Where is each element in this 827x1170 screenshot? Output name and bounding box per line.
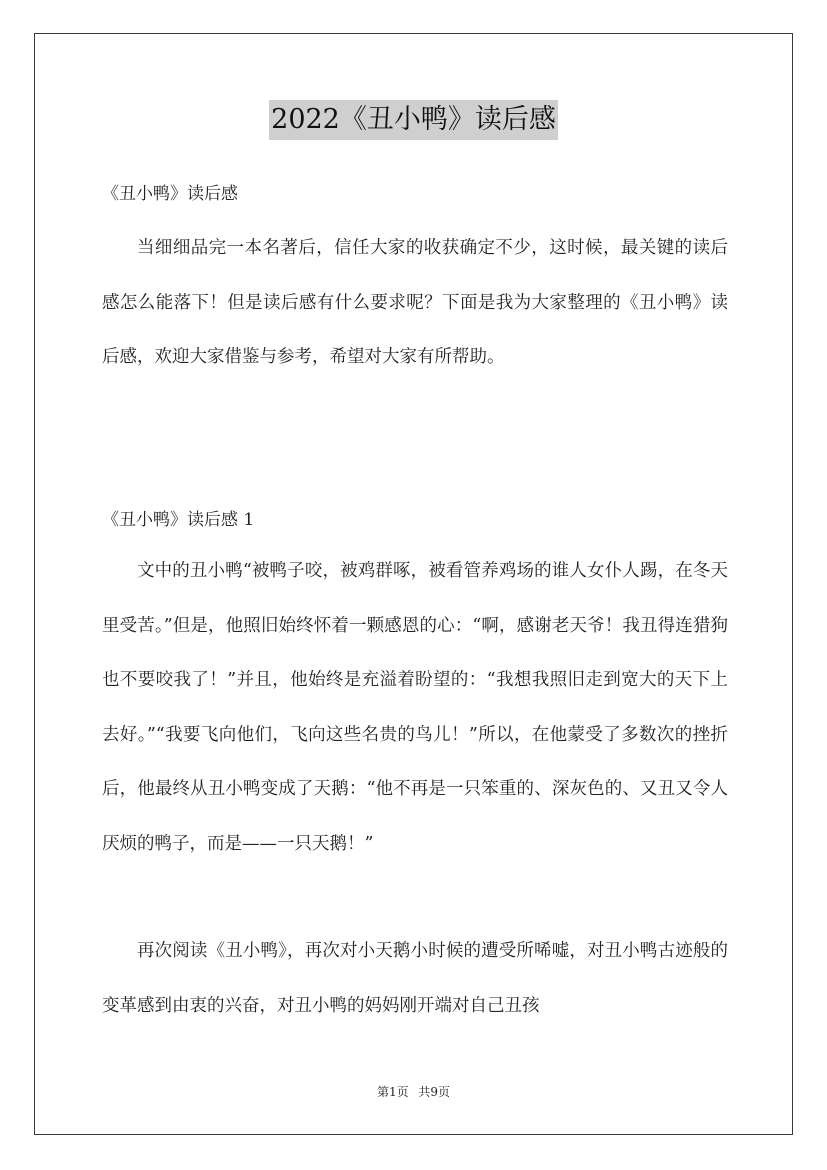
title-container (0, 100, 827, 140)
page-total: 共9页 (418, 1085, 451, 1099)
document-title: 2022《丑小鸭》读后感 (269, 100, 558, 140)
page-footer (0, 1083, 827, 1100)
section1-paragraph-2: 再次阅读《丑小鸭》，再次对小天鹅小时候的遭受所唏嘘，对丑小鸭古迹般的变革感到由衷的兴奋，对丑小鸭的妈妈刚开端对自己丑孩 (102, 941, 728, 1016)
section1-heading: 《丑小鸭》读后感 1 (102, 510, 255, 530)
intro-heading: 《丑小鸭》读后感 (102, 184, 238, 204)
section1-paragraph-1: 文中的丑小鸭“被鸭子咬，被鸡群啄，被看管养鸡场的谁人女仆人踢，在冬天里受苦。”但是，他照旧始终怀着一颗感恩的心：“啊，感谢老天爷！我丑得连猎狗也不要咬我了！”并且，他始终是充溢着盼望的：“我想我照旧走到宽大的天下上去好。”“我要飞向他们，飞向这些名贵的鸟儿！”所以，在他蒙受了多数次的挫折后，他最终从丑小鸭变成了天鹅：“他不再是一只笨重的、深灰色的、又丑又令人厌烦的鸭子，而是——一只天鹅！” (102, 561, 728, 854)
page-current: 第1页 (376, 1085, 409, 1099)
intro-paragraph: 当细细品完一本名著后，信任大家的收获确定不少，这时候，最关键的读后感怎么能落下！但是读后感有什么要求呢？下面是我为大家整理的《丑小鸭》读后感，欢迎大家借鉴与参考，希望对大家有所帮助。 (102, 238, 728, 367)
